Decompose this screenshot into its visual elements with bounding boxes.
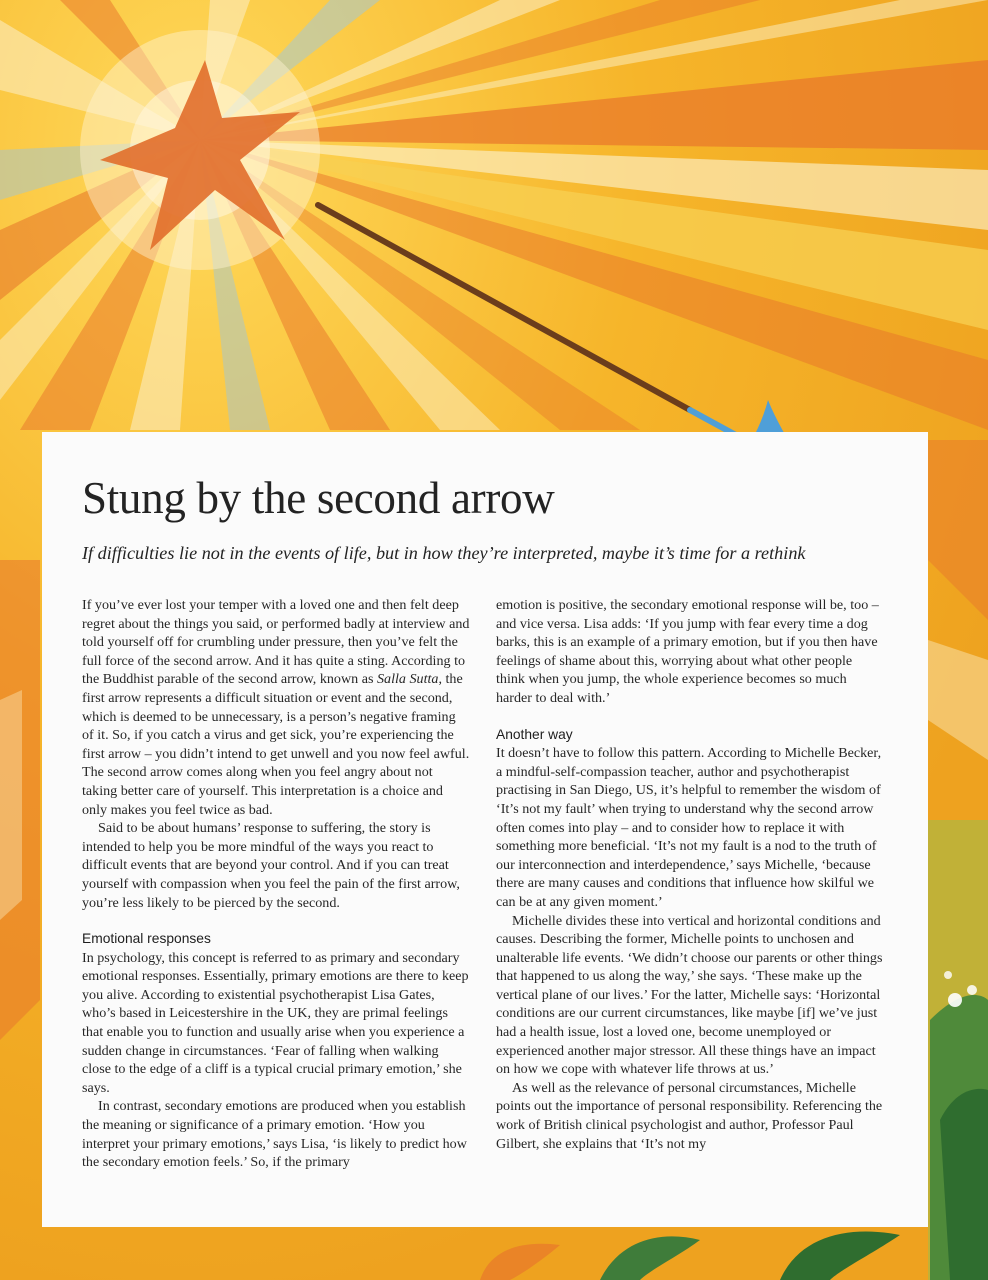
paragraph: emotion is positive, the secondary emotional response will be, too – and vice versa. Lisa adds: ‘If you jump with fear every time a dog barks, this is an example of a primary emotion, but if you then have feelings of shame about this, worrying about what other people think when you jump, the whole experience becomes so much harder to deal with.’	[496, 597, 879, 706]
article-standfirst: If difficulties lie not in the events of life, but in how they’re interpreted, maybe it’s time for a rethink	[82, 543, 806, 563]
article-title: Stung by the second arrow	[82, 473, 555, 523]
subheading-emotional-responses: Emotional responses	[82, 931, 211, 947]
paragraph: As well as the relevance of personal circumstances, Michelle points out the importance of personal responsibility. Referencing the work of British clinical psychologist and author, Professor Paul Gilbert, she explains that ‘It’s not my	[496, 1079, 883, 1152]
paragraph: If you’ve ever lost your temper with a loved one and then felt deep regret about the things you said, or performed badly at interview and told yourself off for crumbling under pressure, then you’ve felt the full force of the second arrow. And it has quite a sting. According to the Buddhist parable of the second arrow, known as Salla Sutta, the first arrow represents a difficult situation or event and the second, which is deemed to be unnecessary, is a person’s negative framing of it. So, if you catch a virus and get sick, you’re experiencing the first arrow – you didn’t intend to get unwell and you now feel awful. The second arrow comes along when you feel angry about not taking better care of yourself. This interpretation is a choice and only makes you feel twice as bad.	[82, 597, 470, 818]
paragraph: Said to be about humans’ response to suffering, the story is intended to help you be more mindful of the ways you react to difficult events that are beyond your control. And if you can treat yourself with compassion when you feel the pain of the first arrow, you’re less likely to be pierced by the second.	[82, 820, 460, 911]
paragraph: It doesn’t have to follow this pattern. According to Michelle Becker, a mindful-self-compassion teacher, author and psychotherapist practising in San Diego, US, it’s helpful to remember the wisdom of ‘It’s not my fault’ when trying to understand why the second arrow often comes into play – and to consider how to replace it with something more beneficial. ‘It’s not my fault is a nod to the truth of our interconnection and interdependence,’ says Michelle, ‘because there are many causes and conditions that influence how skilful we can be at any given moment.’	[496, 745, 882, 910]
right-column	[496, 596, 884, 1153]
italic-title: Salla Sutta	[376, 671, 439, 688]
paragraph: Michelle divides these into vertical and horizontal conditions and causes. Describing the former, Michelle points to unchosen and unalterable life events. ‘We didn’t choose our parents or other things that happened to us along the way,’ she says. ‘These make up the vertical plane of our lives.’ For the latter, Michelle says: ‘Horizontal conditions are our current circumstances, like maybe [if] we’ve just had a health issue, lost a loved one, become unemployed or experienced another major stressor. All these things have an impact on how we cope with whatever life throws at us.’	[496, 912, 883, 1078]
paragraph: In contrast, secondary emotions are produced when you establish the meaning or significance of a primary emotion. ‘How you interpret your primary emotions,’ says Lisa, ‘is likely to predict how the secondary emotion feels.’ So, if the primary	[82, 1098, 467, 1171]
paragraph: In psychology, this concept is referred to as primary and secondary emotional responses. Essentially, primary emotions are there to keep you alive. According to existential psychotherapist Lisa Gates, who’s based in Leicestershire in the UK, they are primal feelings that enable you to function and usually arise when you experience a sudden change in circumstances. ‘Fear of falling when walking close to the edge of a cliff is a typical crucial primary emotion,’ she says.	[82, 949, 469, 1096]
left-column	[82, 596, 470, 1172]
subheading-another-way: Another way	[496, 726, 573, 742]
